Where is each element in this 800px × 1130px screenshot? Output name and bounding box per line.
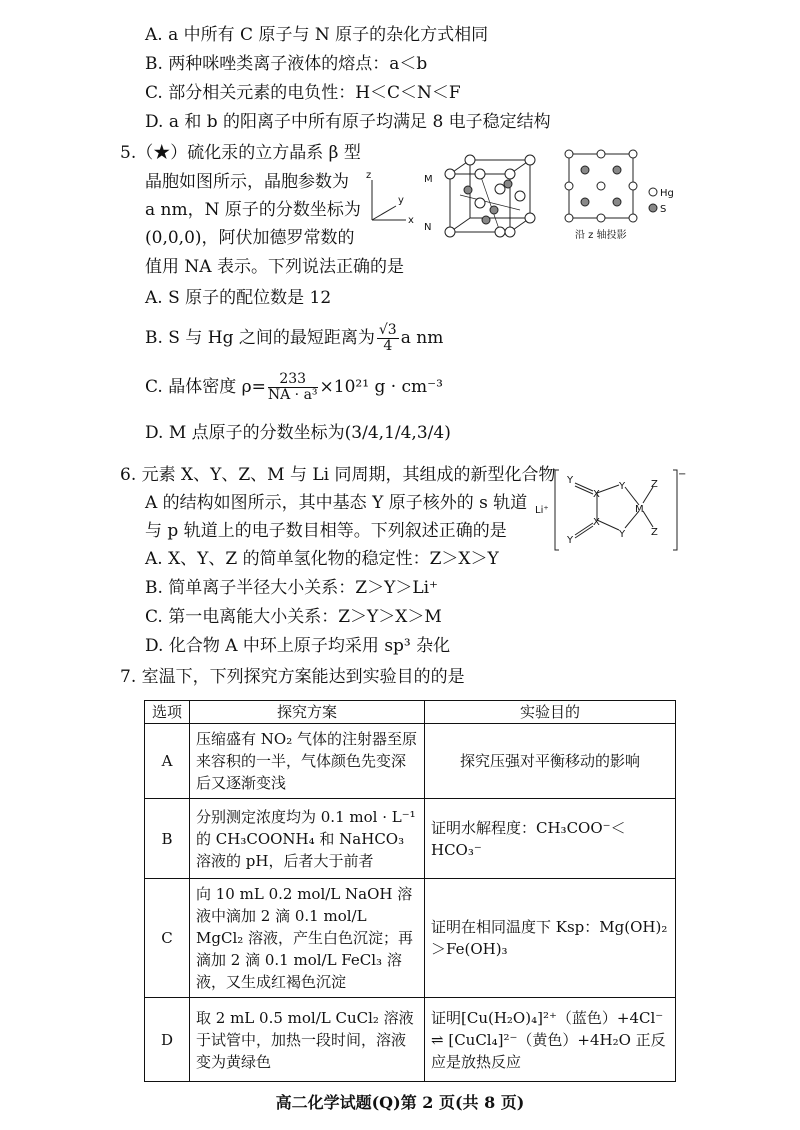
atom-y-label: Y [619,529,626,540]
q7-table [144,700,676,1082]
q6-stem-line-3: 与 p 轨道上的电子数目相等。下列叙述正确的是 [145,521,507,541]
page-footer: 高二化学试题(Q)第 2 页(共 8 页) [275,1093,525,1112]
header-goal: 实验目的 [425,701,676,724]
fraction-denominator: NA · a³ [267,387,318,403]
atom-z-label: Z [651,527,658,538]
projection-figure [565,150,705,245]
legend-s-label: S [660,204,667,215]
li-ion-label: Li⁺ [535,505,549,516]
row-goal: 证明水解程度：CH₃COO⁻＜HCO₃⁻ [425,799,676,879]
coord-2: 1/4 [384,423,412,443]
table-row [145,998,676,1082]
axis-y-label: y [398,195,404,206]
q5-stem-line-4: (0,0,0)，阿伏加德罗常数的 [145,228,355,248]
q5-option-b [145,323,443,354]
fraction-denominator: 4 [383,338,393,354]
q5-stem-line-5: 值用 NA 表示。下列说法正确的是 [145,257,404,277]
legend-hg-label: Hg [660,188,674,199]
q5-option-c [145,372,443,403]
q6-option-b: B. 简单离子半径大小关系：Z＞Y＞Li⁺ [145,578,439,598]
row-plan: 分别测定浓度均为 0.1 mol · L⁻¹ 的 CH₃COONH₄ 和 NaHCO₃ 溶液的 pH，后者大于前者 [190,799,425,879]
row-goal: 证明[Cu(H₂O)₄]²⁺（蓝色）+4Cl⁻ ⇌ [CuCl₄]²⁻（黄色）+4H₂O 正反应是放热反应 [425,998,676,1082]
charge-label: − [678,469,687,480]
q6-stem-line-1: 6. 元素 X、Y、Z、M 与 Li 同周期，其组成的新型化合物 [120,465,556,485]
atom-y-label: Y [619,481,626,492]
table-row [145,724,676,799]
table-row [145,879,676,998]
row-plan: 压缩盛有 NO₂ 气体的注射器至原来容积的一半，气体颜色先变深后又逐渐变浅 [190,724,425,799]
table-row [145,799,676,879]
row-plan: 取 2 mL 0.5 mol/L CuCl₂ 溶液于试管中，加热一段时间，溶液变为黄绿色 [190,998,425,1082]
q6-option-a: A. X、Y、Z 的简单氢化物的稳定性：Z＞X＞Y [145,549,499,569]
q4-option-a: A. a 中所有 C 原子与 N 原子的杂化方式相同 [145,25,489,45]
coord-1: 3/4 [351,423,379,443]
coord-3: 3/4 [416,423,445,443]
compound-a-structure [535,465,685,555]
q5-option-d-text: D. M 点原子的分数坐标为 [145,423,345,443]
row-plan: 向 10 mL 0.2 mol/L NaOH 溶液中滴加 2 滴 0.1 mol/L MgCl₂ 溶液，产生白色沉淀；再滴加 2 滴 0.1 mol/L FeCl₃ 溶液，又生成红褐色沉淀 [190,879,425,998]
row-option: B [145,799,190,879]
atom-m-label: M [635,504,644,515]
q5-option-d: D. M 点原子的分数坐标为(3/4,1/4,3/4) [145,423,451,443]
q4-option-b: B. 两种咪唑类离子液体的熔点：a＜b [145,54,428,74]
point-n-label: N [424,222,432,233]
q5-option-c-tail: ×10²¹ g · cm⁻³ [319,377,443,397]
q5-stem-line-1: 5.（★）硫化汞的立方晶系 β 型 [120,143,361,163]
crystal-cell-figure [362,150,562,250]
q5-stem-line-3: a nm，N 原子的分数坐标为 [145,200,361,220]
header-option: 选项 [145,701,190,724]
axis-z-label: z [366,170,372,181]
q5-option-b-text: B. S 与 Hg 之间的最短距离为 [145,328,375,348]
q5-option-c-text: C. 晶体密度 ρ= [145,377,266,397]
table-header-row [145,701,676,724]
q5-option-c-fraction [268,372,318,403]
atom-y-label: Y [567,475,574,486]
projection-caption: 沿 z 轴投影 [575,230,627,241]
row-option: A [145,724,190,799]
q4-option-d: D. a 和 b 的阳离子中所有原子均满足 8 电子稳定结构 [145,112,551,132]
atom-x-label: X [593,517,600,528]
axis-x-label: x [408,215,414,226]
q5-option-b-fraction [377,323,399,354]
row-option: C [145,879,190,998]
point-m-label: M [424,174,433,185]
header-plan: 探究方案 [190,701,425,724]
fraction-numerator: 233 [268,372,318,388]
q5-option-b-unit: a nm [400,328,444,348]
q5-option-a: A. S 原子的配位数是 12 [145,288,332,308]
q5-stem-line-2: 晶胞如图所示，晶胞参数为 [145,172,349,192]
row-option: D [145,998,190,1082]
q4-option-c: C. 部分相关元素的电负性：H＜C＜N＜F [145,83,461,103]
row-goal: 探究压强对平衡移动的影响 [425,724,676,799]
atom-y-label: Y [567,535,574,546]
atom-z-label: Z [651,479,658,490]
atom-x-label: X [593,489,600,500]
fraction-numerator: √3 [378,322,397,338]
q6-stem-line-2: A 的结构如图所示，其中基态 Y 原子核外的 s 轨道 [145,493,528,513]
q6-option-c: C. 第一电离能大小关系：Z＞Y＞X＞M [145,607,442,627]
q6-option-d: D. 化合物 A 中环上原子均采用 sp³ 杂化 [145,636,451,656]
q7-stem: 7. 室温下，下列探究方案能达到实验目的的是 [120,667,465,687]
row-goal: 证明在相同温度下 Ksp：Mg(OH)₂＞Fe(OH)₃ [425,879,676,998]
